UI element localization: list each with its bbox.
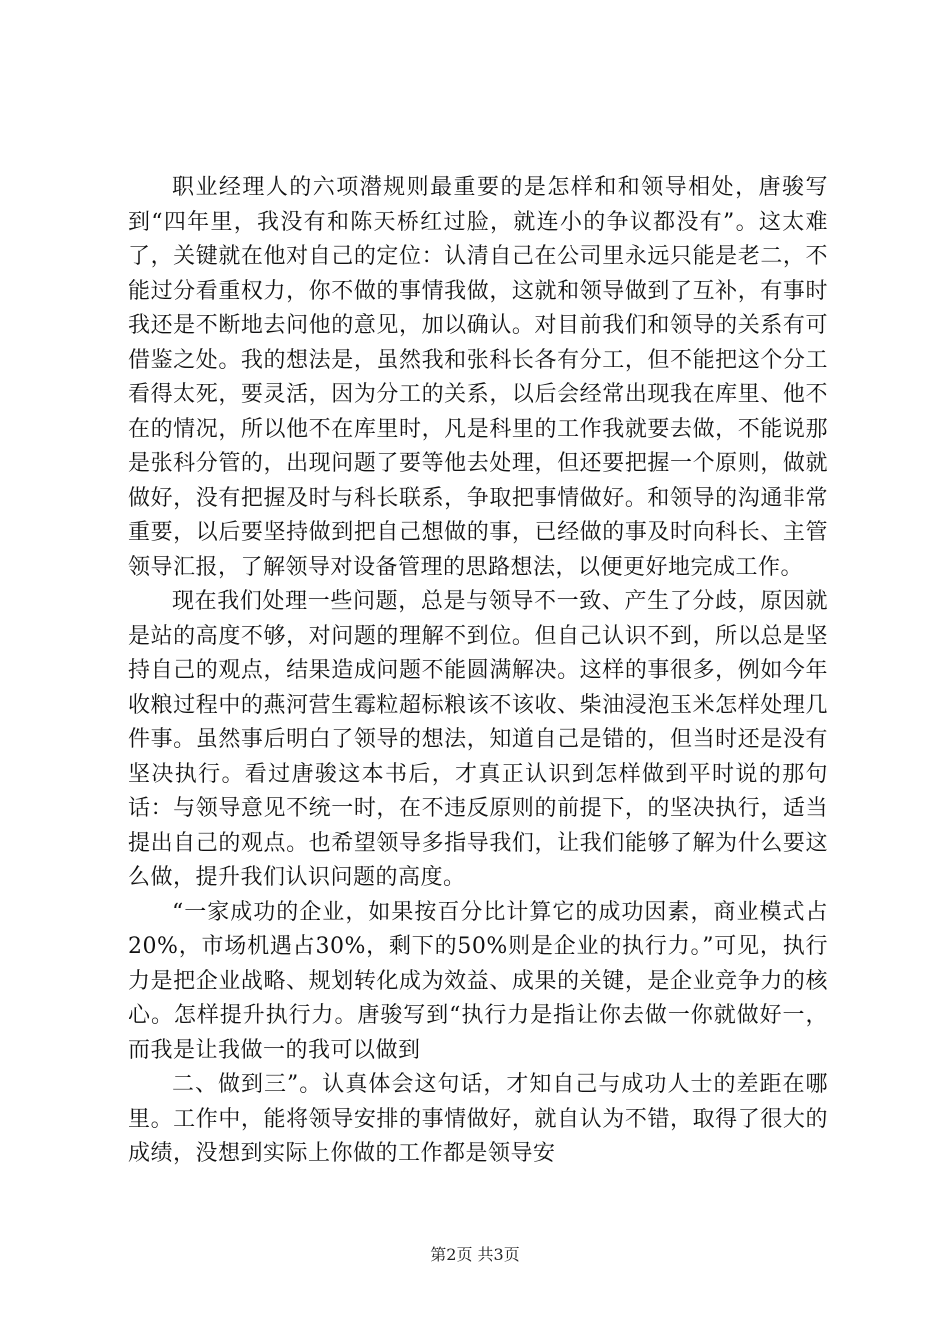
- body-text: [128, 171, 828, 1172]
- page-footer: 第2页 共3页: [430, 1245, 520, 1264]
- paragraph-1: 职业经理人的六项潜规则最重要的是怎样和和领导相处，唐骏写到“四年里，我没有和陈天桥红过脸，就连小的争议都没有”。这太难了，关键就在他对自己的定位：认清自己在公司里永远只能是老二，不能过分看重权力，你不做的事情我做，这就和领导做到了互补，有事时我还是不断地去问他的意见，加以确认。对目前我们和领导的关系有可借鉴之处。我的想法是，虽然我和张科长各有分工，但不能把这个分工看得太死，要灵活，因为分工的关系，以后会经常出现我在库里、他不在的情况，所以他不在库里时，凡是科里的工作我就要去做，不能说那是张科分管的，出现问题了要等他去处理，但还要把握一个原则，做就做好，没有把握及时与科长联系，争取把事情做好。和领导的沟通非常重要，以后要坚持做到把自己想做的事，已经做的事及时向科长、主管领导汇报，了解领导对设备管理的思路想法，以便更好地完成工作。: [128, 175, 828, 580]
- paragraph-3: “一家成功的企业，如果按百分比计算它的成功因素，商业模式占20%，市场机遇占30%，剩下的50%则是企业的执行力。”可见，执行力是把企业战略、规划转化成为效益、成果的关键，是企业竞争力的核心。怎样提升执行力。唐骏写到“执行力是指让你去做一你就做好一，而我是让我做一的我可以做到: [128, 899, 828, 1063]
- paragraph-2: 现在我们处理一些问题，总是与领导不一致、产生了分歧，原因就是站的高度不够，对问题的理解不到位。但自己认识不到，所以总是坚持自己的观点，结果造成问题不能圆满解决。这样的事很多，例如今年收粮过程中的燕河营生霉粒超标粮该不该收、柴油浸泡玉米怎样处理几件事。虽然事后明白了领导的想法，知道自己是错的，但当时还是没有坚决执行。看过唐骏这本书后，才真正认识到怎样做到平时说的那句话：与领导意见不统一时，在不违反原则的前提下，的坚决执行，适当提出自己的观点。也希望领导多指导我们，让我们能够了解为什么要这么做，提升我们认识问题的高度。: [128, 589, 828, 890]
- paragraph-4: 二、做到三”。认真体会这句话，才知自己与成功人士的差距在哪里。工作中，能将领导安排的事情做好，就自认为不错，取得了很大的成绩，没想到实际上你做的工作都是领导安: [128, 1072, 828, 1166]
